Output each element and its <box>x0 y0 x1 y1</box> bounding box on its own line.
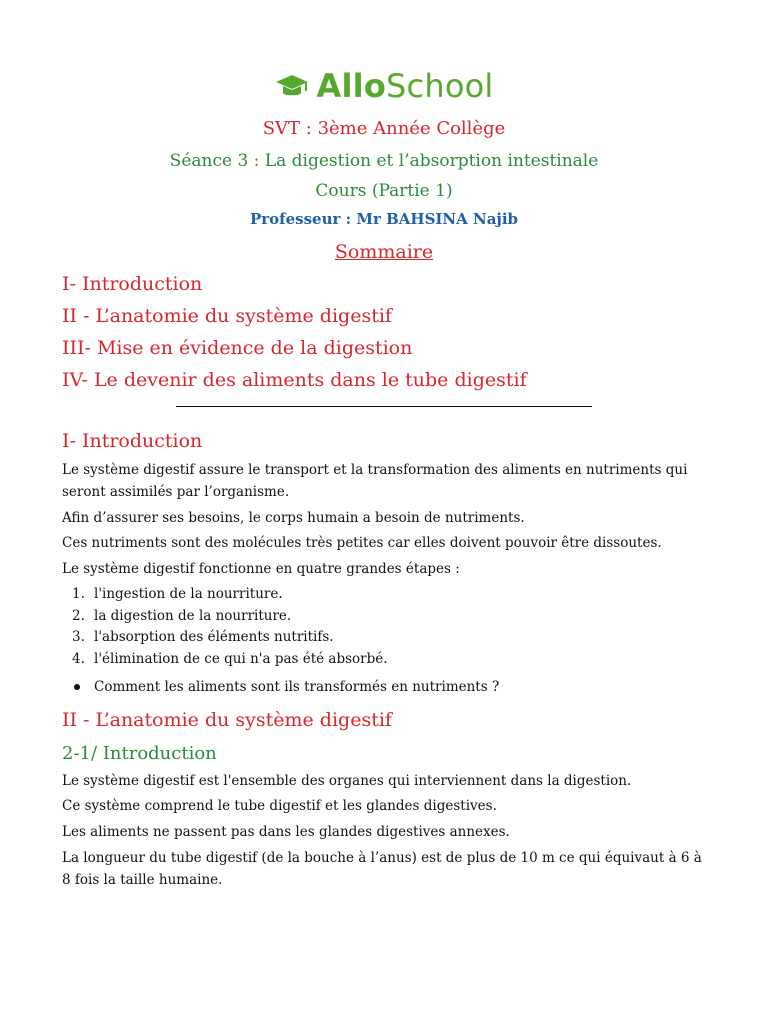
section2-paragraph-1: Le système digestif est l'ensemble des organes qui interviennent dans la digestion. <box>62 773 632 789</box>
list-item-number: 3. <box>72 629 85 645</box>
list-item-number: 2. <box>72 607 85 624</box>
section2-paragraph-4: La longueur du tube digestif (de la bouche à l’anus) est de plus de 10 m ce qui équivaut à 6 à 8 fois la taille humaine. <box>62 850 702 888</box>
section2-paragraph-2: Ce système comprend le tube digestif et les glandes digestives. <box>62 798 497 814</box>
list-item-text: la digestion de la nourriture. <box>94 607 292 624</box>
alloschool-logo[interactable] <box>0 68 768 104</box>
section1-paragraph-4: Le système digestif fonctionne en quatre grandes étapes : <box>62 561 460 577</box>
toc-item-introduction[interactable]: I- Introduction <box>62 273 203 295</box>
list-item-number: 4. <box>72 650 85 667</box>
question-text: Comment les aliments sont ils transformés en nutriments ? <box>94 679 500 695</box>
list-item-text: l'absorption des éléments nutritifs. <box>94 629 334 645</box>
sommaire-heading: Sommaire <box>334 241 434 263</box>
logo-text-regular: School <box>386 67 494 105</box>
subject-title: SVT : 3ème Année Collège <box>262 118 506 139</box>
toc-item-mise-en-evidence[interactable]: III- Mise en évidence de la digestion <box>62 337 413 359</box>
question-bullet <box>74 676 499 698</box>
list-item-text: l'ingestion de la nourriture. <box>94 586 283 602</box>
section2-subheading: 2-1/ Introduction <box>62 743 217 764</box>
horizontal-divider <box>176 406 592 407</box>
section1-paragraph-3: Ces nutriments sont des molécules très petites car elles doivent pouvoir être dissoutes. <box>62 535 662 551</box>
toc-item-devenir-aliments[interactable]: IV- Le devenir des aliments dans le tube digestif <box>62 369 527 391</box>
section2-paragraph-3: Les aliments ne passent pas dans les glandes digestives annexes. <box>62 824 510 840</box>
seance-title: Séance 3 : La digestion et l’absorption intestinale <box>169 151 599 171</box>
list-item-number: 1. <box>72 586 85 602</box>
section1-paragraph-1: Le système digestif assure le transport et la transformation des aliments en nutriments qui seront assimilés par l’organisme. <box>62 462 688 500</box>
professor-name: Professeur : Mr BAHSINA Najib <box>249 210 519 228</box>
toc-item-anatomie[interactable]: II - L’anatomie du système digestif <box>62 305 392 327</box>
bullet-dot-icon <box>74 684 80 690</box>
section1-heading: I- Introduction <box>62 430 203 452</box>
list-item-text: l'élimination de ce qui n'a pas été absorbé. <box>94 650 388 667</box>
cours-title: Cours (Partie 1) <box>315 181 453 201</box>
list-item <box>72 627 388 649</box>
logo-text-bold: Allo <box>316 67 387 105</box>
digestion-steps-list <box>72 584 388 670</box>
graduation-cap-icon <box>275 72 309 100</box>
section1-paragraph-2: Afin d’assurer ses besoins, le corps humain a besoin de nutriments. <box>62 510 525 526</box>
logo-text <box>317 68 494 104</box>
list-item <box>72 649 388 671</box>
list-item <box>72 584 388 606</box>
logo-group <box>275 68 494 104</box>
section2-heading: II - L’anatomie du système digestif <box>62 709 392 731</box>
table-of-contents <box>62 272 527 400</box>
list-item <box>72 606 388 628</box>
